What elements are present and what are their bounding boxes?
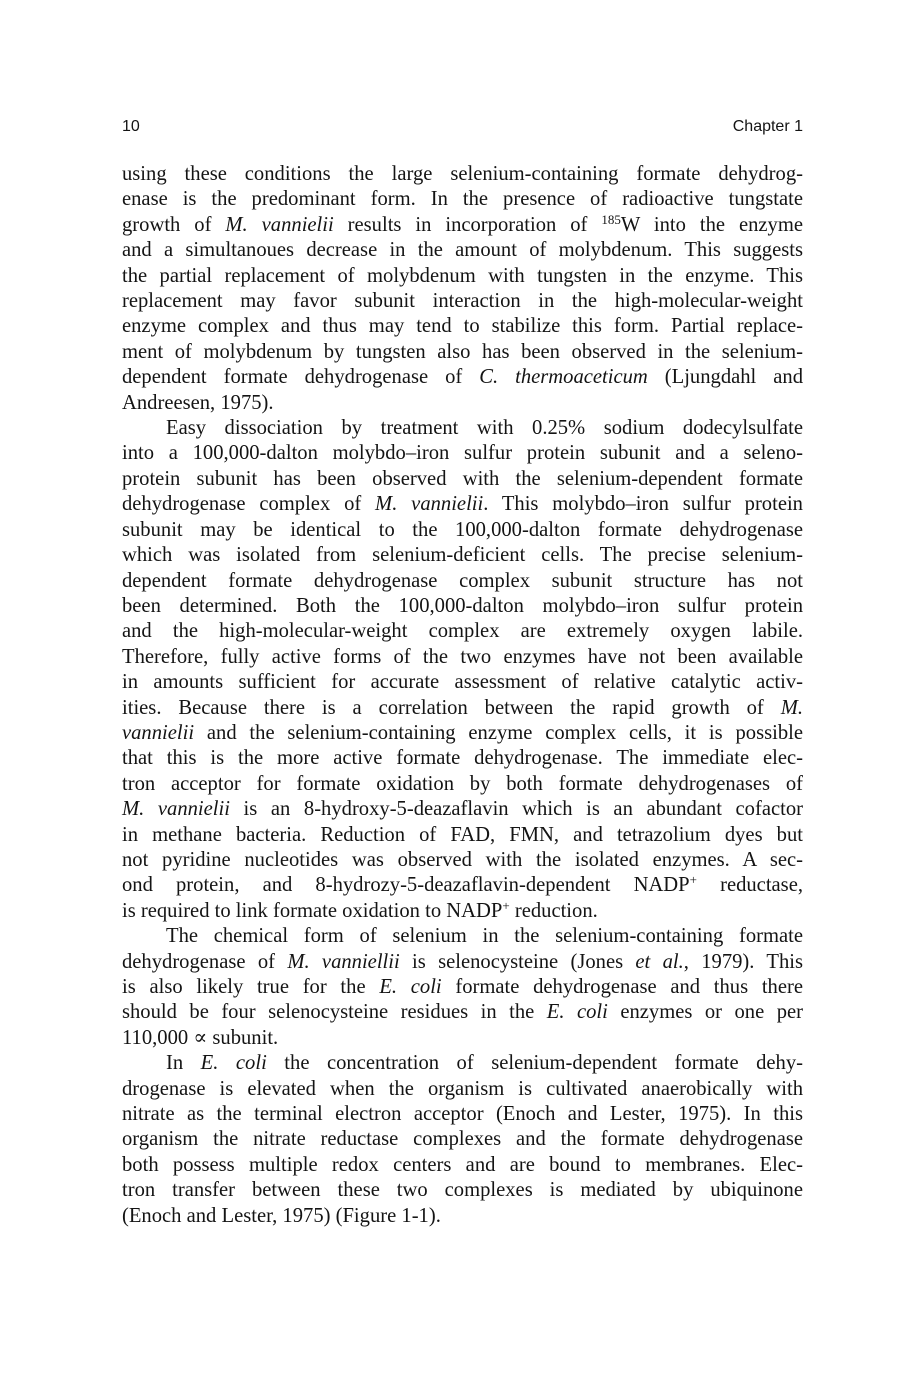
text-line: should be four selenocysteine residues in the E. coli enzymes or one per — [122, 1001, 804, 1024]
text-line: enase is the predominant form. In the presence of radioactive tungstate — [122, 188, 803, 211]
text-line: both possess multiple redox centers and are bound to membranes. Elec- — [122, 1153, 803, 1176]
text-line: dependent formate dehydrogenase of C. thermoaceticum (Ljungdahl and — [122, 366, 803, 389]
text-line: dehydrogenase of M. vanniellii is selenocysteine (Jones et al., 1979). This — [122, 950, 803, 973]
text-line: using these conditions the large selenium-containing formate dehydrog- — [122, 163, 803, 185]
text-line: tron acceptor for formate oxidation by both formate dehydrogenases of — [122, 772, 803, 795]
text-line: dependent formate dehydrogenase complex subunit structure has not — [122, 569, 803, 592]
text-line: 110,000 ∝ subunit. — [122, 1026, 279, 1049]
text-line: drogenase is elevated when the organism is cultivated anaerobically with — [122, 1077, 803, 1100]
text-line: been determined. Both the 100,000-dalton molybdo–iron sulfur protein — [122, 594, 803, 617]
text-line: ities. Because there is a correlation between the rapid growth of M. — [122, 696, 803, 719]
text-line: in methane bacteria. Reduction of FAD, FMN, and tetrazolium dyes but — [122, 823, 803, 846]
text-line: that this is the more active formate dehydrogenase. The immediate elec- — [122, 747, 803, 770]
text-line: replacement may favor subunit interaction in the high-molecular-weight — [122, 290, 803, 313]
text-line: ment of molybdenum by tungsten also has been observed in the selenium- — [122, 340, 803, 363]
text-line: in amounts sufficient for accurate assessment of relative catalytic activ- — [122, 671, 803, 694]
chapter-label: Chapter 1 — [732, 118, 803, 135]
text-line: Therefore, fully active forms of the two enzymes have not been available — [122, 645, 803, 668]
text-line: is also likely true for the E. coli formate dehydrogenase and thus there — [122, 976, 803, 998]
text-line: The chemical form of selenium in the selenium-containing formate — [166, 925, 803, 948]
paragraph-2 — [122, 416, 803, 924]
text-line: (Enoch and Lester, 1975) (Figure 1-1). — [122, 1204, 441, 1227]
paragraph-3 — [122, 924, 803, 1051]
paragraph-4 — [122, 1051, 803, 1229]
text-line: Easy dissociation by treatment with 0.25% sodium dodecylsulfate — [166, 417, 803, 440]
text-line: organism the nitrate reductase complexes and the formate dehydrogenase — [122, 1128, 803, 1151]
text-line: and a simultanoues decrease in the amount of molybdenum. This suggests — [122, 239, 803, 262]
text-line: growth of M. vannielii results in incorporation of $^{185}$W into the enzyme — [122, 211, 803, 236]
text-line: into a 100,000-dalton molybdo–iron sulfur protein subunit and a seleno- — [122, 442, 803, 465]
text-line: ond protein, and 8-hydrozy-5-deazaflavin-dependent NADP+ reductase, — [122, 872, 803, 897]
text-line: In E. coli the concentration of selenium-dependent formate dehy- — [166, 1052, 803, 1075]
text-line: enzyme complex and thus may tend to stabilize this form. Partial replace- — [122, 315, 803, 338]
body-text — [122, 162, 803, 1229]
text-line: protein subunit has been observed with the selenium-dependent formate — [122, 467, 803, 490]
text-line: vannielii and the selenium-containing enzyme complex cells, it is possible — [122, 721, 803, 744]
text-line: tron transfer between these two complexes is mediated by ubiquinone — [122, 1179, 803, 1202]
text-line: and the high-molecular-weight complex are extremely oxygen labile. — [122, 620, 803, 643]
paragraph-1 — [122, 162, 803, 416]
text-line: nitrate as the terminal electron acceptor (Enoch and Lester, 1975). In this — [122, 1103, 803, 1126]
text-line: dehydrogenase complex of M. vannielii. This molybdo–iron sulfur protein — [122, 493, 803, 516]
page-number: 10 — [122, 118, 140, 135]
text-line: the partial replacement of molybdenum with tungsten in the enzyme. This — [122, 264, 803, 287]
text-line: which was isolated from selenium-deficient cells. The precise selenium- — [122, 544, 803, 567]
text-line: subunit may be identical to the 100,000-dalton formate dehydrogenase — [122, 518, 803, 541]
text-line: Andreesen, 1975). — [122, 391, 274, 414]
text-line: not pyridine nucleotides was observed with the isolated enzymes. A sec- — [122, 848, 803, 871]
text-line: M. vannielii is an 8-hydroxy-5-deazaflavin which is an abundant cofactor — [122, 798, 803, 821]
running-head — [122, 116, 803, 138]
text-line: is required to link formate oxidation to NADP+ reduction. — [122, 897, 598, 922]
